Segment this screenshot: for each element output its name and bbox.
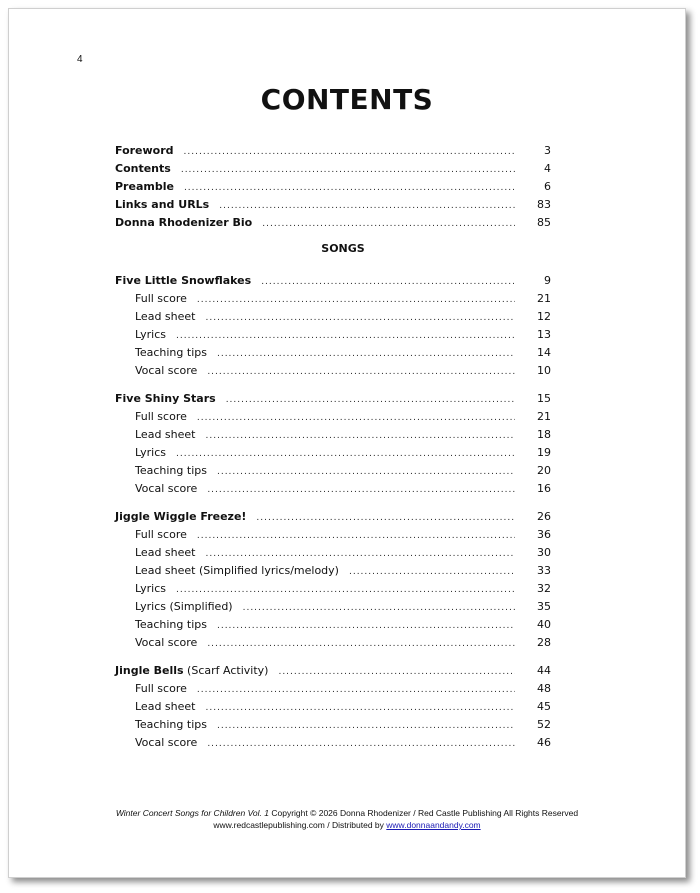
toc-entry-label	[135, 346, 207, 359]
toc-entry-title: Links and URLs	[115, 198, 210, 211]
toc-page-number: 20	[537, 464, 551, 477]
dot-leader	[197, 413, 515, 423]
footer-publisher: www.redcastlepublishing.com / Distributed by	[213, 820, 387, 830]
toc-entry-title: Five Shiny Stars	[115, 392, 216, 405]
toc-subentry	[115, 446, 551, 464]
dot-leader	[217, 621, 515, 631]
footer-book-title: Winter Concert Songs for Children Vol. 1	[115, 808, 269, 818]
toc-entry	[115, 664, 551, 682]
toc-subentry	[115, 364, 551, 382]
dot-leader	[205, 431, 515, 441]
dot-leader	[207, 367, 515, 377]
dot-leader	[262, 219, 515, 229]
toc-subentry	[115, 682, 551, 700]
toc-entry-title: Lyrics (Simplified)	[135, 600, 233, 613]
dot-leader	[278, 667, 515, 677]
toc-entry-title: Teaching tips	[135, 618, 207, 631]
toc-entry-label	[135, 636, 197, 649]
toc-entry-label	[135, 736, 197, 749]
toc-entry	[115, 510, 551, 528]
toc-page-number: 18	[537, 428, 551, 441]
toc-entry-label	[135, 528, 187, 541]
toc-entry-label	[115, 180, 174, 193]
toc-entry-title: Lead sheet	[135, 310, 196, 323]
dot-leader	[176, 449, 515, 459]
toc-subentry	[115, 346, 551, 364]
toc-subentry	[115, 600, 551, 618]
toc-entry-label	[135, 292, 187, 305]
dot-leader	[261, 277, 515, 287]
document-page	[8, 8, 686, 878]
toc-page-number: 26	[537, 510, 551, 523]
page-footer	[9, 807, 685, 831]
toc-page-number: 15	[537, 392, 551, 405]
toc-page-number: 44	[537, 664, 551, 677]
toc-entry-note: (Scarf Activity)	[183, 664, 269, 677]
toc-entry-title: Preamble	[115, 180, 174, 193]
toc-page-number: 6	[544, 180, 551, 193]
toc-page-number: 9	[544, 274, 551, 287]
toc-entry-label	[115, 664, 268, 677]
dot-leader	[217, 349, 515, 359]
toc-page-number: 16	[537, 482, 551, 495]
toc-entry-title: Lyrics	[135, 582, 166, 595]
toc-entry-label	[115, 392, 216, 405]
toc-entry	[115, 180, 551, 198]
toc-entry-label	[135, 328, 166, 341]
toc-page-number: 14	[537, 346, 551, 359]
toc-page-number: 13	[537, 328, 551, 341]
table-of-contents	[115, 144, 551, 754]
dot-leader	[205, 703, 515, 713]
toc-entry-title: Full score	[135, 410, 187, 423]
songs-heading: SONGS	[321, 242, 365, 255]
dot-leader	[207, 639, 515, 649]
toc-page-number: 28	[537, 636, 551, 649]
toc-subentry	[115, 546, 551, 564]
dot-leader	[205, 313, 515, 323]
toc-entry-label	[135, 718, 207, 731]
toc-entry-title: Full score	[135, 682, 187, 695]
toc-entry-label	[115, 162, 171, 175]
toc-page-number: 35	[537, 600, 551, 613]
toc-subentry	[115, 718, 551, 736]
toc-entry-label	[115, 274, 251, 287]
footer-copyright: Copyright © 2026 Donna Rhodenizer / Red Castle Publishing All Rights Reserved	[269, 808, 579, 818]
toc-page-number: 36	[537, 528, 551, 541]
toc-entry-title: Vocal score	[135, 482, 198, 495]
toc-entry-label	[115, 216, 252, 229]
toc-entry-title: Foreword	[115, 144, 174, 157]
toc-page-number: 85	[537, 216, 551, 229]
toc-entry	[115, 216, 551, 234]
dot-leader	[226, 395, 515, 405]
toc-subentry	[115, 582, 551, 600]
toc-page-number: 21	[537, 410, 551, 423]
toc-entry-title: Jingle Bells	[115, 664, 184, 677]
toc-page-number: 3	[544, 144, 551, 157]
toc-page-number: 30	[537, 546, 551, 559]
toc-entry-label	[135, 310, 195, 323]
dot-leader	[207, 739, 515, 749]
toc-entry-label	[135, 600, 233, 613]
dot-leader	[243, 603, 515, 613]
toc-entry-title: Lyrics	[135, 328, 166, 341]
toc-entry-title: Lead sheet (Simplified lyrics/melody)	[135, 564, 339, 577]
toc-subentry	[115, 528, 551, 546]
toc-page-number: 12	[537, 310, 551, 323]
toc-entry-label	[135, 428, 195, 441]
toc-entry-title: Vocal score	[135, 636, 198, 649]
dot-leader	[197, 531, 515, 541]
toc-entry-title: Lead sheet	[135, 700, 196, 713]
toc-entry-title: Lyrics	[135, 446, 166, 459]
dot-leader	[219, 201, 515, 211]
page-title: CONTENTS	[260, 83, 434, 116]
toc-entry-label	[135, 564, 339, 577]
toc-subentry	[115, 564, 551, 582]
toc-subentry	[115, 310, 551, 328]
toc-subentry	[115, 618, 551, 636]
toc-page-number: 19	[537, 446, 551, 459]
toc-page-number: 21	[537, 292, 551, 305]
dot-leader	[217, 467, 515, 477]
dot-leader	[205, 549, 515, 559]
toc-subentry	[115, 482, 551, 500]
toc-page-number: 33	[537, 564, 551, 577]
footer-line-2	[9, 819, 685, 831]
toc-subentry	[115, 428, 551, 446]
toc-entry	[115, 144, 551, 162]
toc-subentry	[115, 292, 551, 310]
toc-subentry	[115, 700, 551, 718]
toc-entry-title: Donna Rhodenizer Bio	[115, 216, 253, 229]
dot-leader	[184, 147, 515, 157]
toc-entry-title: Jiggle Wiggle Freeze!	[115, 510, 247, 523]
toc-entry-label	[135, 364, 197, 377]
toc-entry-label	[135, 682, 187, 695]
toc-subentry	[115, 328, 551, 346]
distributor-link[interactable]: www.donnaandandy.com	[386, 820, 481, 830]
toc-subentry	[115, 736, 551, 754]
toc-entry-label	[135, 464, 207, 477]
toc-page-number: 83	[537, 198, 551, 211]
dot-leader	[176, 585, 515, 595]
dot-leader	[197, 685, 515, 695]
toc-page-number: 40	[537, 618, 551, 631]
toc-entry-title: Vocal score	[135, 364, 198, 377]
toc-entry-title: Teaching tips	[135, 346, 207, 359]
toc-subentry	[115, 410, 551, 428]
toc-entry	[115, 162, 551, 180]
toc-entry-label	[135, 582, 166, 595]
toc-page-number: 48	[537, 682, 551, 695]
toc-entry-label	[135, 546, 195, 559]
toc-entry-title: Teaching tips	[135, 718, 207, 731]
toc-entry-title: Lead sheet	[135, 546, 196, 559]
dot-leader	[256, 513, 515, 523]
toc-entry-label	[115, 198, 209, 211]
dot-leader	[176, 331, 515, 341]
page-number: 4	[77, 54, 83, 65]
toc-page-number: 4	[544, 162, 551, 175]
toc-entry-label	[135, 446, 166, 459]
toc-entry	[115, 198, 551, 216]
toc-page-number: 32	[537, 582, 551, 595]
toc-entry-title: Five Little Snowflakes	[115, 274, 252, 287]
dot-leader	[181, 165, 515, 175]
toc-page-number: 52	[537, 718, 551, 731]
toc-entry-title: Vocal score	[135, 736, 198, 749]
toc-entry-label	[135, 700, 195, 713]
toc-entry	[115, 392, 551, 410]
toc-entry-label	[135, 482, 197, 495]
toc-entry-label	[115, 510, 246, 523]
toc-entry-label	[115, 144, 174, 157]
toc-entry-title: Full score	[135, 528, 187, 541]
dot-leader	[207, 485, 515, 495]
dot-leader	[217, 721, 515, 731]
toc-page-number: 46	[537, 736, 551, 749]
toc-page-number: 45	[537, 700, 551, 713]
toc-entry	[115, 274, 551, 292]
toc-entry-title: Teaching tips	[135, 464, 207, 477]
toc-entry-label	[135, 410, 187, 423]
toc-entry-title: Full score	[135, 292, 187, 305]
toc-entry-title: Lead sheet	[135, 428, 196, 441]
dot-leader	[184, 183, 515, 193]
dot-leader	[349, 567, 515, 577]
toc-entry-title: Contents	[115, 162, 171, 175]
toc-entry-label	[135, 618, 207, 631]
dot-leader	[197, 295, 515, 305]
toc-subentry	[115, 464, 551, 482]
footer-line-1	[9, 807, 685, 819]
toc-page-number: 10	[537, 364, 551, 377]
toc-subentry	[115, 636, 551, 654]
